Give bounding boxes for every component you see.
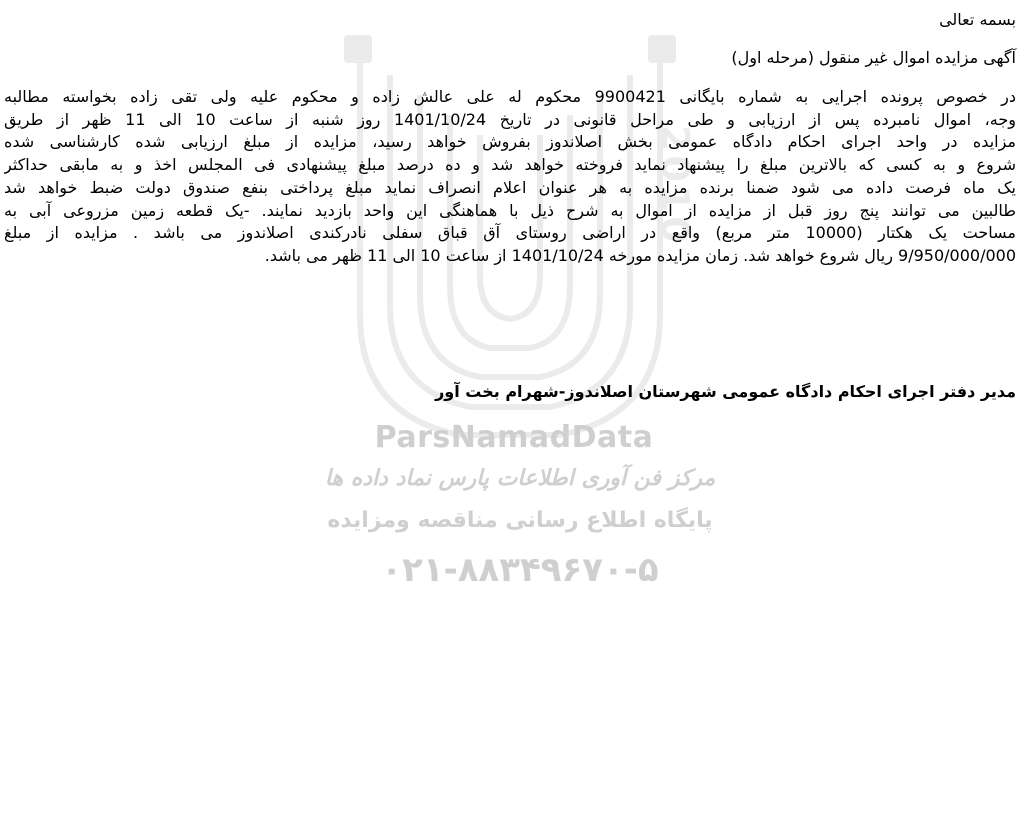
watermark-line1: مرکز فن آوری اطلاعات پارس نماد داده ها (324, 466, 716, 491)
signature-line: مدیر دفتر اجرای احکام دادگاه عمومی شهرستان اصلاندوز-شهرام بخت آور (435, 382, 1016, 401)
watermark-brand: ParsNamadData (374, 420, 654, 455)
notice-body (4, 86, 1016, 268)
watermark (300, 125, 720, 600)
invocation-heading: بسمه تعالی (939, 10, 1016, 29)
body-line: در خصوص پرونده اجرایی به شماره بایگانی 9900421 محکوم له علی عالش زاده و محکوم علیه ولی تقی زاده بخواسته مطالبه (4, 87, 1016, 106)
body-line: مساحت یک هکتار (10000 متر مربع) واقع در اراضی روستای آق قباق سفلی نادرکندی اصلاندوز می باشد . مزایده از مبلغ (4, 223, 1016, 243)
body-line: وجه، اموال نامبرده پس از ارزیابی و طی مراحل قانونی در تاریخ 1401/10/24 روز شنبه از ساعت 10 الی 11 ظهر از طریق (4, 109, 1016, 129)
body-line: یک ماه فرصت داده می شود ضمنا برنده مزایده به هر عنوان اعلام انصراف نماید مبلغ پرداختی بنفع صندوق دولت ضبط خواهد شد (4, 177, 1016, 197)
body-line: مزایده در واحد اجرای احکام دادگاه عمومی بخش اصلاندوز بفروش خواهد رسید، مزایده از مبلغ ارزیابی شده کارشناسی شده (4, 132, 1016, 152)
body-line: شروع و به کسی که بالاترین مبلغ را پیشنهاد نماید فروخته خواهد شد و ده درصد مبلغ پیشنهادی فی المجلس اخذ و به مابقی حداکثر (4, 155, 1016, 175)
watermark-logo-text: 2010 (653, 125, 697, 247)
notice-title: آگهی مزایده اموال غیر منقول (مرحله اول) (731, 48, 1016, 67)
watermark-line2: پایگاه اطلاع رسانی مناقصه ومزایده (327, 508, 713, 533)
body-line: 9/950/000/000 ریال شروع خواهد شد. زمان مزایده مورخه 1401/10/24 از ساعت 10 الی 11 ظهر می باشد. (264, 245, 1016, 265)
watermark-phone: ۰۲۱-۸۸۳۴۹۶۷۰-۵ (381, 550, 659, 590)
body-line: طالبین می توانند پنج روز قبل از مزایده از اموال به شرح ذیل با هماهنگی این واحد بازدید نمایند. -یک قطعه زمین مزروعی آبی به (4, 200, 1016, 220)
